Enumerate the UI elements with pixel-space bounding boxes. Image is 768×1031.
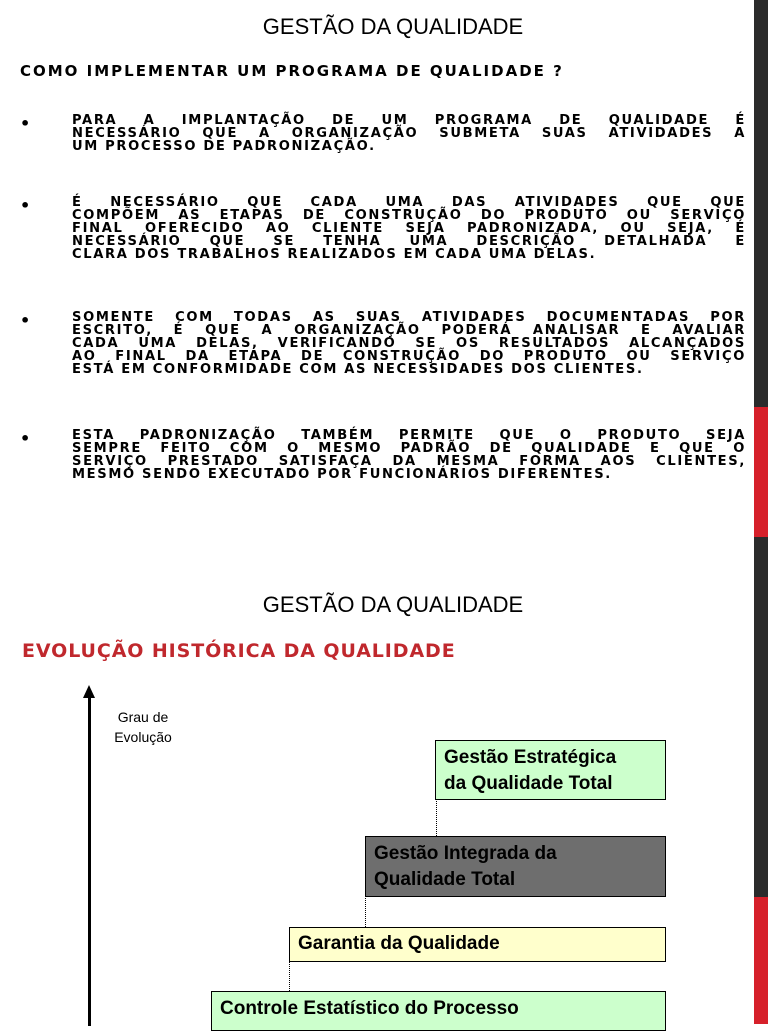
- page-edge-rule-red-bottom: [754, 897, 768, 1024]
- bullet-line: SERVIÇO PRESTADO SATISFAÇA DA MESMA FORMA AOS CLIENTES,: [72, 454, 746, 469]
- axis-label-line: Evolução: [114, 729, 172, 745]
- stage-line: Gestão Integrada da: [374, 843, 557, 864]
- stage-controle-estatistico: [211, 991, 666, 1031]
- bullet-line: CADA UMA DELAS, VERIFICANDO SE OS RESULTADOS ALCANÇADOS: [72, 336, 746, 351]
- stage-garantia: [289, 927, 666, 962]
- stage-line: Controle Estatístico do Processo: [220, 998, 519, 1019]
- bullet-symbol: •: [20, 196, 31, 215]
- stage-line: Qualidade Total: [374, 869, 516, 890]
- bullet-line: NECESSÁRIO QUE A ORGANIZAÇÃO SUBMETA SUAS ATIVIDADES A: [72, 126, 746, 141]
- slide-1-title: GESTÃO DA QUALIDADE: [262, 14, 524, 39]
- bullet-line: ESTA PADRONIZAÇÃO TAMBÉM PERMITE QUE O PRODUTO SEJA: [72, 428, 746, 443]
- stage-line: Gestão Estratégica: [444, 747, 617, 768]
- axis-label-line: Grau de: [117, 709, 169, 725]
- bullet-line: SEMPRE FEITO COM O MESMO PADRÃO DE QUALIDADE E QUE O: [72, 441, 746, 456]
- stage-line: da Qualidade Total: [444, 773, 613, 794]
- bullet-text: [72, 114, 746, 153]
- stage-line: Garantia da Qualidade: [298, 933, 500, 954]
- bullet-line: PARA A IMPLANTAÇÃO DE UM PROGRAMA DE QUALIDADE É: [72, 113, 746, 128]
- bullet-line: UM PROCESSO DE PADRONIZAÇÃO.: [72, 139, 376, 154]
- page-edge-rule-red: [754, 407, 768, 537]
- bullet-line: SOMENTE COM TODAS AS SUAS ATIVIDADES DOCUMENTADAS POR: [72, 310, 746, 325]
- bullet-line: MESMO SENDO EXECUTADO POR FUNCIONÁRIOS DIFERENTES.: [72, 467, 612, 482]
- page-edge-rule-top: [754, 0, 768, 407]
- bullet-line: COMPÕEM AS ETAPAS DE CONSTRUÇÃO DO PRODUTO OU SERVIÇO: [72, 208, 746, 223]
- bullet-line: ESCRITO, É QUE A ORGANIZAÇÃO PODERÁ ANALISAR E AVALIAR: [72, 323, 746, 338]
- step-connector: [289, 962, 290, 991]
- slide-2-title: GESTÃO DA QUALIDADE: [262, 592, 524, 617]
- stage-gestao-integrada: [365, 836, 666, 897]
- bullet-line: NECESSÁRIO QUE SE TENHA UMA DESCRIÇÃO DETALHADA E: [72, 234, 746, 249]
- bullet-line: AO FINAL DA ETAPA DE CONSTRUÇÃO DO PRODUTO OU SERVIÇO: [72, 349, 746, 364]
- bullet-text: [72, 196, 746, 261]
- stage-gestao-estrategica: [435, 740, 666, 800]
- bullet-line: ESTÁ EM CONFORMIDADE COM AS NECESSIDADES DOS CLIENTES.: [72, 362, 644, 377]
- bullet-text: [72, 311, 746, 376]
- page-edge-rule-mid: [754, 537, 768, 897]
- slide-2-subtitle: EVOLUÇÃO HISTÓRICA DA QUALIDADE: [22, 640, 456, 662]
- bullet-text: [72, 429, 746, 481]
- bullet-symbol: •: [20, 429, 31, 448]
- bullet-line: FINAL OFERECIDO AO CLIENTE SEJA PADRONIZADA, OU SEJA, É: [72, 221, 746, 236]
- bullet-symbol: •: [20, 311, 31, 330]
- bullet-line: É NECESSÁRIO QUE CADA UMA DAS ATIVIDADES QUE QUE: [72, 195, 746, 210]
- step-connector: [436, 799, 437, 836]
- y-axis-line: [88, 696, 91, 1026]
- bullet-symbol: •: [20, 114, 31, 133]
- slide-1-subtitle: COMO IMPLEMENTAR UM PROGRAMA DE QUALIDADE ?: [20, 62, 564, 80]
- step-connector: [365, 896, 366, 927]
- bullet-line: CLARA DOS TRABALHOS REALIZADOS EM CADA UMA DELAS.: [72, 247, 597, 262]
- axis-label: [98, 707, 188, 747]
